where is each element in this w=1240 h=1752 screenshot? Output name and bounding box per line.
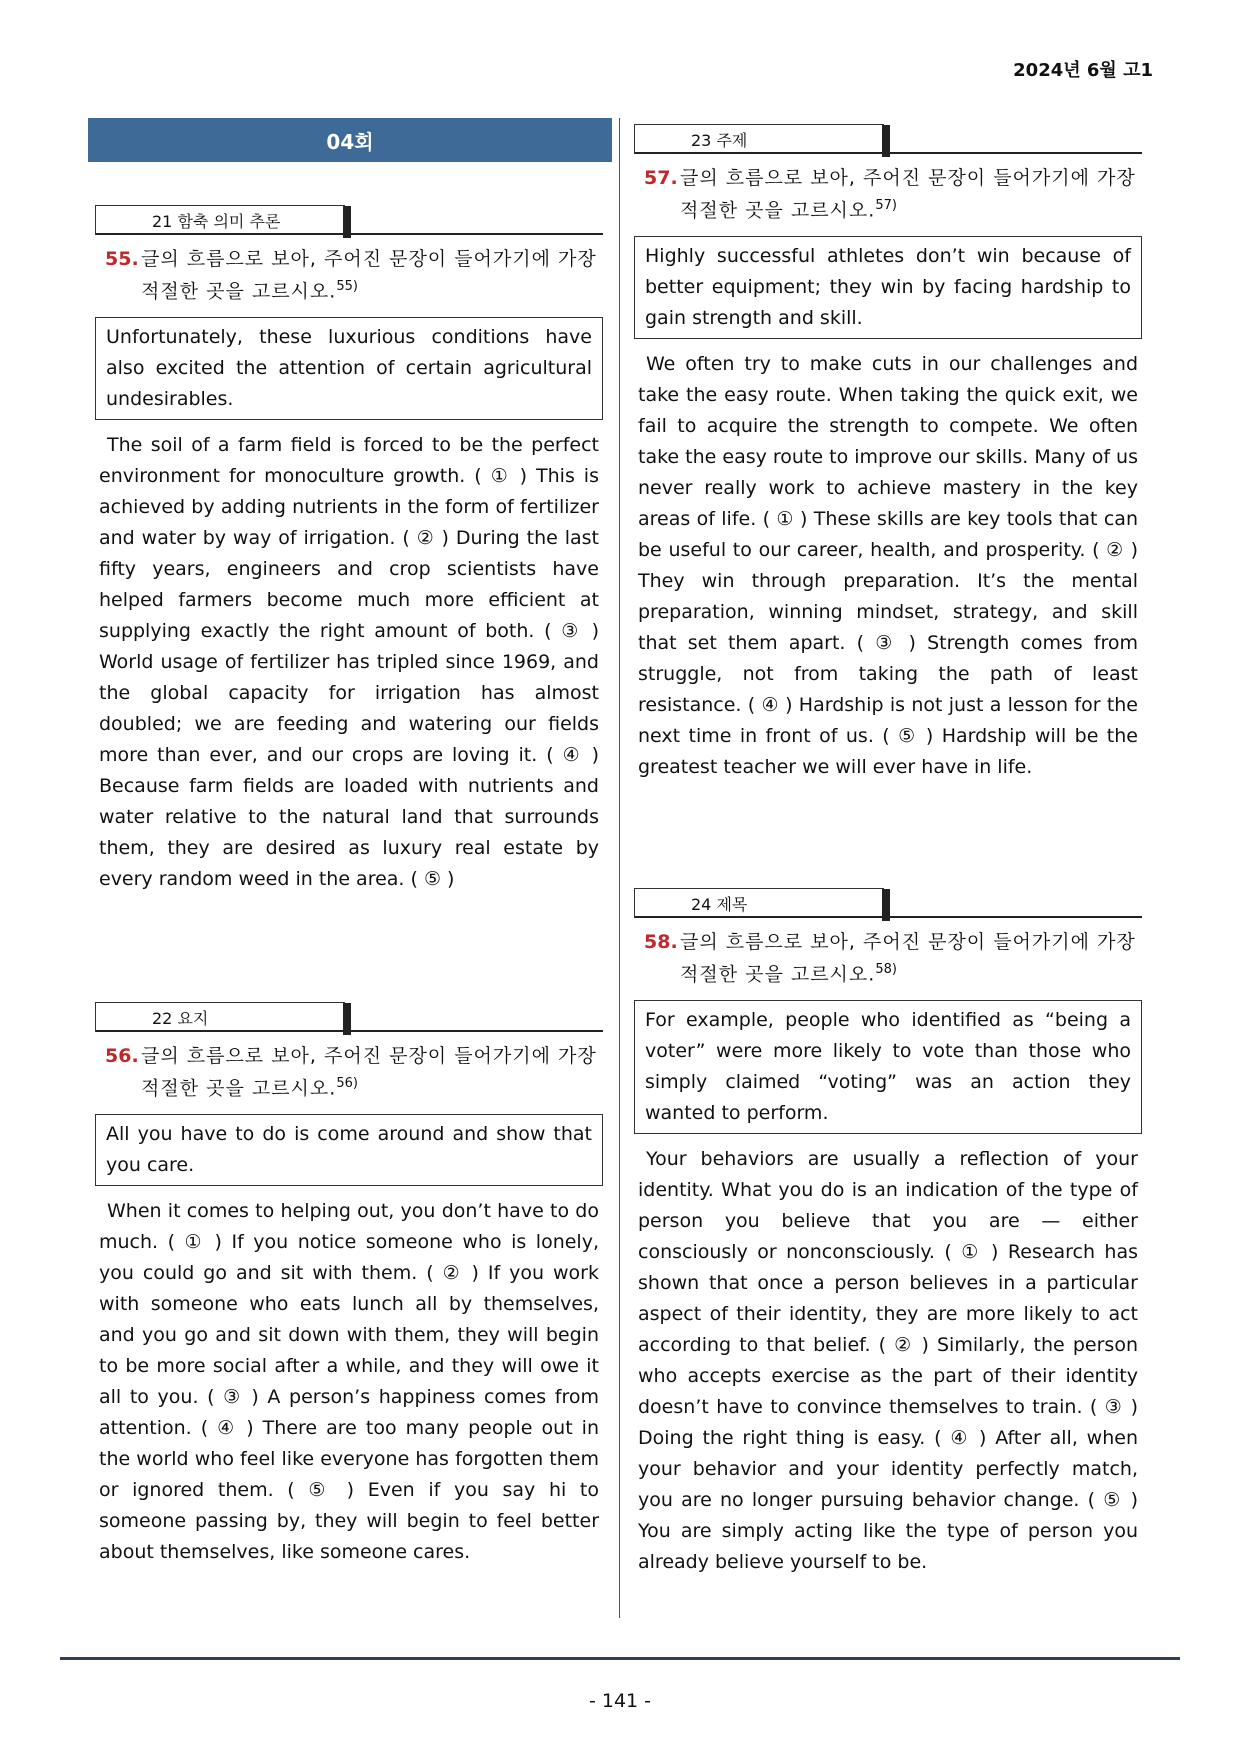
question-type-tag: 23 주제 (634, 124, 884, 154)
section-title: 04회 (326, 129, 374, 154)
passage-text: Your behaviors are usually a reflection of your identity. What you do is an indication of the type of person you believe that you are — either consciously or nonconsciously. ( ① ) Research has shown that once a person believes in a particular aspect of their identity, they are more likely to act according to that belief. ( ② ) Similarly, the person who accepts exercise as the part of their identity doesn’t have to convince themselves to train. ( ③ ) Doing the right thing is easy. ( ④ ) After all, when your behavior and your identity perfectly match, you are no longer pursuing behavior change. ( ⑤ ) You are simply acting like the type of person you already believe yourself to be. (638, 1148, 1138, 1574)
question-prompt (634, 164, 1142, 224)
given-sentence-box: Unfortunately, these luxurious conditions have also excited the attention of certain agricultural undesirables. (95, 317, 603, 420)
question-56-block (95, 1002, 603, 1568)
question-text: 글의 흐름으로 보아, 주어진 문장이 들어가기에 가장 적절한 곳을 고르시오. (141, 248, 597, 303)
question-prompt (634, 928, 1142, 988)
question-prompt (95, 1042, 603, 1102)
column-divider (619, 118, 620, 1618)
footnote-ref: 58) (875, 962, 897, 977)
passage-text: When it comes to helping out, you don’t have to do much. ( ① ) If you notice someone who is lonely, you could go and sit with them. ( ② ) If you work with someone who eats lunch all by themselves, and you go and sit down with them, they will begin to be more social after a while, and they will owe it all to you. ( ③ ) A person’s happiness comes from attention. ( ④ ) There are too many people out in the world who feel like everyone has forgotten them or ignored them. ( ⑤ ) Even if you say hi to someone passing by, they will begin to feel better about themselves, like someone cares. (99, 1200, 599, 1564)
footnote-ref: 55) (336, 279, 358, 294)
given-sentence-box: For example, people who identified as “being a voter” were more likely to vote than those who simply claimed “voting” was an action they wanted to perform. (634, 1000, 1142, 1134)
question-text: 글의 흐름으로 보아, 주어진 문장이 들어가기에 가장 적절한 곳을 고르시오. (680, 931, 1136, 986)
question-number: 57. (644, 167, 678, 189)
footnote-ref: 57) (875, 198, 897, 213)
question-number: 58. (644, 931, 678, 953)
section-banner (88, 118, 612, 162)
passage-text: We often try to make cuts in our challenges and take the easy route. When taking the quick exit, we fail to acquire the strength to compete. We often take the easy route to improve our skills. Many of us never really work to achieve mastery in the key areas of life. ( ① ) These skills are key tools that can be useful to our career, health, and prosperity. ( ② ) They win through preparation. It’s the mental preparation, winning mindset, strategy, and skill that set them apart. ( ③ ) Strength comes from struggle, not from taking the path of least resistance. ( ④ ) Hardship is not just a lesson for the next time in front of us. ( ⑤ ) Hardship will be the greatest teacher we will ever have in life. (638, 353, 1138, 779)
question-55-block (95, 205, 603, 895)
question-prompt (95, 245, 603, 305)
question-type-tag: 24 제목 (634, 888, 884, 918)
question-number: 55. (105, 248, 139, 270)
footer-rule (60, 1657, 1180, 1660)
question-58-block (634, 888, 1142, 1578)
given-sentence-box: All you have to do is come around and show that you care. (95, 1114, 603, 1186)
footnote-ref: 56) (336, 1076, 358, 1091)
question-text: 글의 흐름으로 보아, 주어진 문장이 들어가기에 가장 적절한 곳을 고르시오. (141, 1045, 597, 1100)
question-type-tag: 21 함축 의미 추론 (95, 205, 345, 235)
question-text: 글의 흐름으로 보아, 주어진 문장이 들어가기에 가장 적절한 곳을 고르시오. (680, 167, 1136, 222)
exam-date-header: 2024년 6월 고1 (1013, 60, 1153, 81)
question-number: 56. (105, 1045, 139, 1067)
question-type-tag: 22 요지 (95, 1002, 345, 1032)
given-sentence-box: Highly successful athletes don’t win because of better equipment; they win by facing hardship to gain strength and skill. (634, 236, 1142, 339)
question-57-block (634, 124, 1142, 783)
passage-text: The soil of a farm field is forced to be the perfect environment for monoculture growth. ( ① ) This is achieved by adding nutrients in the form of fertilizer and water by way of irrigation. ( ② ) During the last fifty years, engineers and crop scientists have helped farmers become much more efficient at supplying exactly the right amount of both. ( ③ ) World usage of fertilizer has tripled since 1969, and the global capacity for irrigation has almost doubled; we are feeding and watering our fields more than ever, and our crops are loving it. ( ④ ) Because farm fields are loaded with nutrients and water relative to the natural land that surrounds them, they are desired as luxury real estate by every random weed in the area. ( ⑤ ) (99, 434, 599, 891)
page-number: - 141 - (588, 1690, 652, 1712)
